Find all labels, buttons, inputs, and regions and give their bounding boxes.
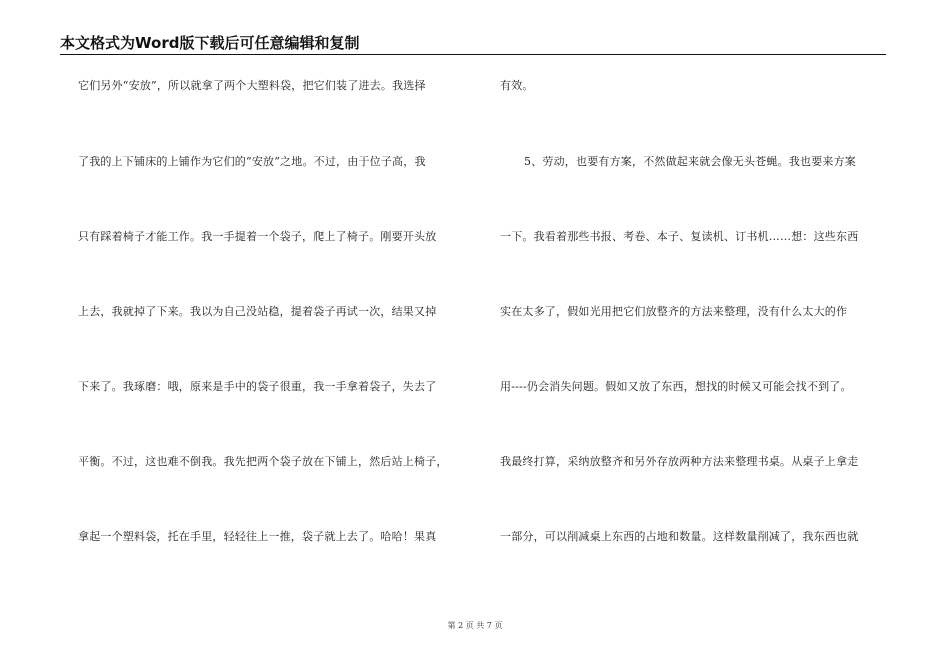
text-line: 实在太多了，假如光用把它们放整齐的方法来整理，没有什么太大的作 bbox=[500, 305, 848, 318]
text-line: 平衡。不过，这也难不倒我。我先把两个袋子放在下铺上，然后站上椅子， bbox=[78, 455, 448, 468]
text-line: 我最终打算，采纳放整齐和另外存放两种方法来整理书桌。从桌子上拿走 bbox=[500, 455, 859, 468]
text-line: 了我的上下铺床的上铺作为它们的“安放”之地。不过，由于位子高，我 bbox=[78, 155, 426, 168]
text-line: 一下。我看着那些书报、考卷、本子、复读机、订书机……想：这些东西 bbox=[500, 230, 859, 243]
text-line: 只有踩着椅子才能工作。我一手提着一个袋子，爬上了椅子。刚要开头放 bbox=[78, 230, 437, 243]
text-line: 一部分，可以削减桌上东西的占地和数量。这样数量削减了，我东西也就 bbox=[500, 530, 859, 543]
text-line: 下来了。我琢磨：哦，原来是手中的袋子很重，我一手拿着袋子，失去了 bbox=[78, 380, 437, 393]
page-number-footer: 第 2 页 共 7 页 bbox=[447, 621, 503, 630]
text-line: 有效。 bbox=[500, 79, 534, 92]
text-line: 上去，我就掉了下来。我以为自己没站稳，提着袋子再试一次，结果又掉 bbox=[78, 305, 437, 318]
text-line: 拿起一个塑料袋，托在手里，轻轻往上一推，袋子就上去了。哈哈！果真 bbox=[78, 530, 437, 543]
header-title: 本文格式为Word版下载后可任意编辑和复制 bbox=[60, 34, 360, 52]
text-line: 5、劳动，也要有方案，不然做起来就会像无头苍蝇。我也要来方案 bbox=[524, 155, 856, 168]
page-header bbox=[60, 34, 886, 55]
text-line: 用----仍会消失问题。假如又放了东西，想找的时候又可能会找不到了。 bbox=[500, 380, 852, 393]
text-line: 它们另外“安放”，所以就拿了两个大塑料袋，把它们装了进去。我选择 bbox=[78, 79, 426, 92]
